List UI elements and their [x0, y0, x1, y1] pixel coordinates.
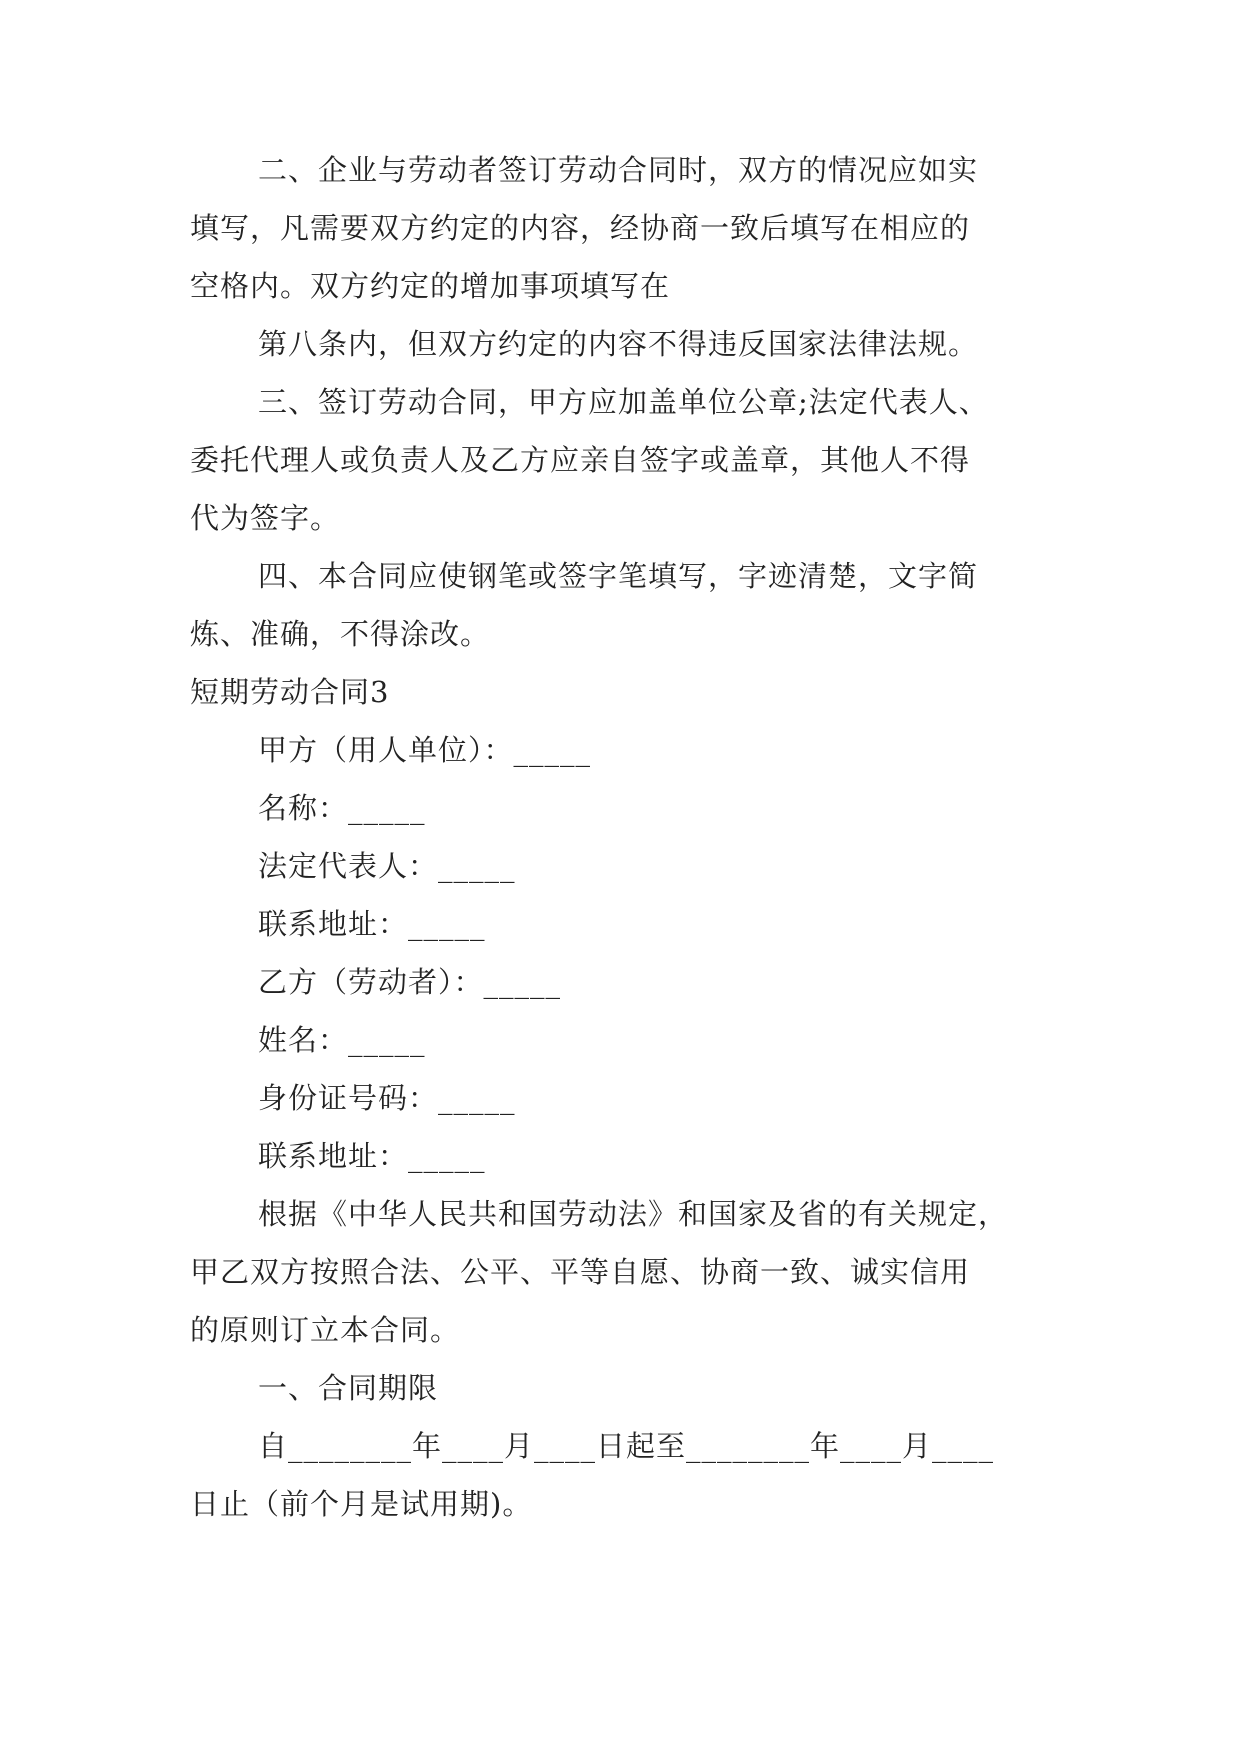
contract-term-line-2: 日止（前个月是试用期)。: [190, 1487, 533, 1521]
contact-address-field-b: 联系地址：_____: [258, 1139, 486, 1173]
full-name-field: 姓名：_____: [258, 1023, 426, 1057]
contract-term-line-1: 自________年____月____日起至________年____月____: [258, 1429, 995, 1463]
party-a-field: 甲方（用人单位）：_____: [258, 733, 592, 767]
paragraph-3-line-2: 委托代理人或负责人及乙方应亲自签字或盖章，其他人不得: [190, 443, 971, 477]
section-title: 短期劳动合同3: [190, 675, 390, 709]
contact-address-field-a: 联系地址：_____: [258, 907, 486, 941]
paragraph-3-line-1: 三、签订劳动合同，甲方应加盖单位公章;法定代表人、: [258, 385, 989, 419]
preamble-line-3: 的原则订立本合同。: [190, 1313, 461, 1347]
legal-representative-field: 法定代表人：_____: [258, 849, 516, 883]
paragraph-3-line-3: 代为签字。: [190, 501, 341, 535]
contract-term-heading: 一、合同期限: [258, 1371, 439, 1405]
paragraph-2-continuation: 第八条内，但双方约定的内容不得违反国家法律法规。: [258, 327, 979, 361]
party-b-field: 乙方（劳动者）：_____: [258, 965, 562, 999]
paragraph-4-line-2: 炼、准确，不得涂改。: [190, 617, 491, 651]
preamble-line-2: 甲乙双方按照合法、公平、平等自愿、协商一致、诚实信用: [190, 1255, 971, 1289]
paragraph-2-line-2: 填写，凡需要双方约定的内容，经协商一致后填写在相应的: [190, 211, 971, 245]
paragraph-2-line-1: 二、企业与劳动者签订劳动合同时，双方的情况应如实: [258, 153, 979, 187]
name-field: 名称：_____: [258, 791, 426, 825]
preamble-line-1: 根据《中华人民共和国劳动法》和国家及省的有关规定，: [258, 1197, 1009, 1231]
paragraph-4-line-1: 四、本合同应使钢笔或签字笔填写，字迹清楚，文字简: [258, 559, 979, 593]
id-number-field: 身份证号码：_____: [258, 1081, 516, 1115]
paragraph-2-line-3: 空格内。双方约定的增加事项填写在: [190, 269, 671, 303]
